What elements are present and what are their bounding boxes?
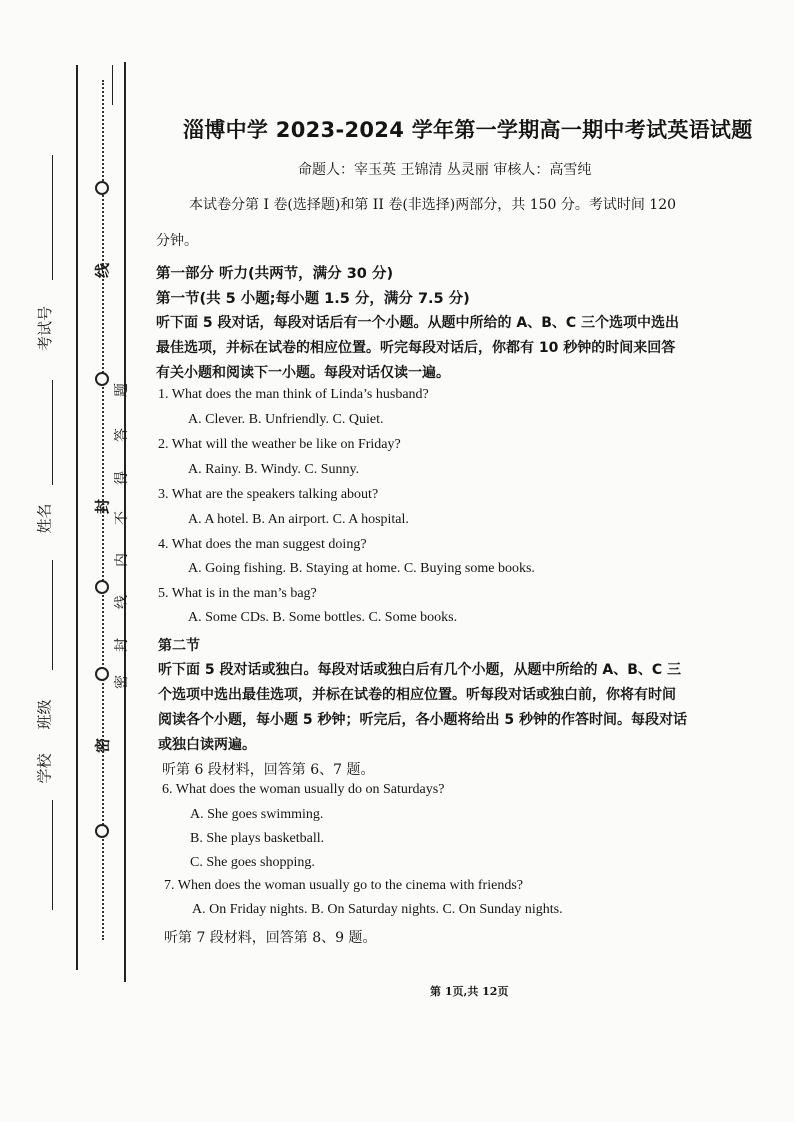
material-line: 听第 7 段材料，回答第 8、9 题。 xyxy=(164,930,377,946)
binding-hole-5 xyxy=(95,824,109,838)
question-stem: 3. What are the speakers talking about? xyxy=(158,487,379,502)
question-stem: 7. When does the woman usually go to the cinema with friends? xyxy=(164,878,523,893)
section-heading: 第二节 xyxy=(158,638,200,654)
section-heading: 第一节(共 5 小题;每小题 1.5 分，满分 7.5 分) xyxy=(156,291,470,307)
name-line xyxy=(52,380,53,485)
intro-line: 分钟。 xyxy=(156,233,198,249)
class-label: 班级 xyxy=(35,699,54,730)
question-stem: 5. What is in the man’s bag? xyxy=(158,586,317,601)
intro-line: 本试卷分第 I 卷(选择题)和第 II 卷(非选择)两部分，共 150 分。考试时间 120 xyxy=(189,197,677,213)
name-label: 姓名 xyxy=(35,503,54,534)
warning-char: 线 xyxy=(114,595,130,609)
question-option: A. She goes swimming. xyxy=(190,807,324,822)
class-line xyxy=(52,560,53,670)
school-label: 学校 xyxy=(35,753,54,784)
seal-char-dense: 密 xyxy=(93,738,112,754)
exam-no-line xyxy=(52,155,53,280)
question-options: A. Going fishing. B. Staying at home. C. Buying some books. xyxy=(188,561,535,576)
school-line xyxy=(52,800,53,910)
question-stem: 4. What does the man suggest doing? xyxy=(158,537,367,552)
warning-char: 封 xyxy=(114,638,130,652)
instruction-line: 阅读各个小题，每小题 5 秒钟；听完后，各小题将给出 5 秒钟的作答时间。每段对话 xyxy=(158,712,687,728)
instruction-line: 最佳选项，并标在试卷的相应位置。听完每段对话后，你都有 10 秒钟的时间来回答 xyxy=(156,340,676,356)
question-options: A. A hotel. B. An airport. C. A hospital. xyxy=(188,512,409,527)
question-options: A. Some CDs. B. Some bottles. C. Some books. xyxy=(188,610,458,625)
binding-hole-1 xyxy=(95,181,109,195)
question-option: B. She plays basketball. xyxy=(190,831,325,846)
warning-char: 答 xyxy=(114,428,130,442)
binding-hole-3 xyxy=(95,580,109,594)
margin-outer-line xyxy=(76,65,78,970)
instruction-line: 或独白读两遍。 xyxy=(158,737,256,753)
warning-char: 不 xyxy=(114,511,130,525)
exam-title: 淄博中学 2023-2024 学年第一学期高一期中考试英语试题 xyxy=(183,118,753,142)
instruction-line: 个选项中选出最佳选项，并标在试卷的相应位置。听每段对话或独白前，你将有时间 xyxy=(158,687,676,703)
warning-char: 题 xyxy=(114,383,130,397)
instruction-line: 有关小题和阅读下一小题。每段对话仅读一遍。 xyxy=(156,365,450,381)
exam-no-label: 考试号 xyxy=(36,305,55,352)
seal-char-seal: 封 xyxy=(93,499,112,515)
binding-hole-2 xyxy=(95,372,109,386)
warning-char: 密 xyxy=(114,675,130,689)
question-options: A. Rainy. B. Windy. C. Sunny. xyxy=(188,462,360,477)
warning-char: 内 xyxy=(114,553,130,567)
question-option: C. She goes shopping. xyxy=(190,855,315,870)
material-line: 听第 6 段材料，回答第 6、7 题。 xyxy=(162,762,375,778)
question-options: A. On Friday nights. B. On Saturday nights. C. On Sunday nights. xyxy=(192,902,563,917)
instruction-line: 听下面 5 段对话或独白。每段对话或独白后有几个小题，从题中所给的 A、B、C 三 xyxy=(158,662,682,678)
instruction-line: 听下面 5 段对话，每段对话后有一个小题。从题中所给的 A、B、C 三个选项中选出 xyxy=(156,315,680,331)
part-heading: 第一部分 听力(共两节，满分 30 分) xyxy=(156,266,394,282)
question-stem: 2. What will the weather be like on Friday? xyxy=(158,437,401,452)
binding-margin xyxy=(0,0,140,1122)
page-footer: 第 1页,共 12页 xyxy=(430,985,509,998)
warning-char: 得 xyxy=(114,471,130,485)
question-options: A. Clever. B. Unfriendly. C. Quiet. xyxy=(188,412,384,427)
seal-char-line: 线 xyxy=(93,263,112,279)
question-stem: 1. What does the man think of Linda’s husband? xyxy=(158,387,429,402)
margin-top-short-line xyxy=(112,65,113,105)
authors-line: 命题人：宰玉英 王锦清 丛灵丽 审核人：高雪纯 xyxy=(298,162,592,178)
question-stem: 6. What does the woman usually do on Saturdays? xyxy=(162,782,445,797)
binding-hole-4 xyxy=(95,667,109,681)
